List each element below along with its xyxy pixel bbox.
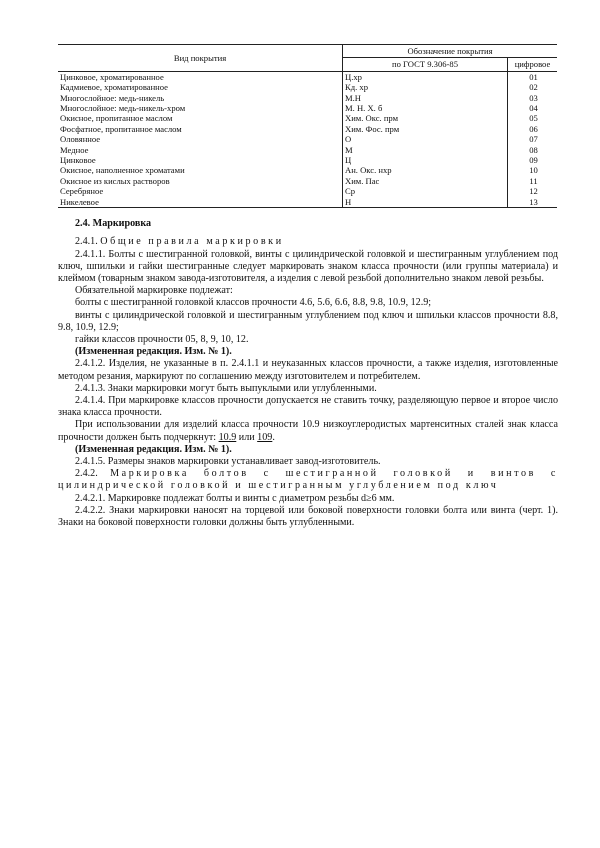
table-row xyxy=(58,145,557,155)
header-coating-designation: Обозначение покрытия xyxy=(343,45,558,58)
header-digital: цифровое xyxy=(508,58,558,71)
table-row xyxy=(58,165,557,175)
revision-note-1: (Измененная редакция. Изм. № 1). xyxy=(75,346,232,358)
period-text: . xyxy=(272,431,275,443)
digital-code-cell: 09 xyxy=(508,155,558,165)
coating-type-cell: Кадмиевое, хроматированное xyxy=(60,82,168,93)
paragraph-bolts: болты с шестигранной головкой классов прочности 4.6, 5.6, 6.6, 8.8, 9.8, 10.9, 12.9; xyxy=(75,297,432,309)
or-text: или xyxy=(236,431,258,443)
section-heading: 2.4. Маркировка xyxy=(75,218,152,230)
gost-designation-cell: М.Н xyxy=(343,93,508,103)
gost-designation-cell: Н xyxy=(343,197,508,208)
table-row xyxy=(58,93,557,103)
table-row xyxy=(58,103,557,113)
table-row xyxy=(58,176,557,186)
gost-designation-cell: Кд. хр xyxy=(343,82,508,92)
coating-type-cell: Окисное, наполненное хроматами xyxy=(60,165,185,176)
digital-code-cell: 05 xyxy=(508,113,558,123)
paragraph-2-4-1-4: 2.4.1.4. При маркировке классов прочности допускается не ставить точку, разделяющую первое и второе число знака класса прочности. xyxy=(58,394,558,419)
coating-type-cell: Никелевое xyxy=(58,197,343,208)
marking-section xyxy=(58,218,558,529)
underlined-mark-10-9: 10.9 xyxy=(218,431,237,443)
paragraph-2-4-1-5: 2.4.1.5. Размеры знаков маркировки устанавливает завод-изготовитель. xyxy=(75,455,381,467)
digital-code-cell: 03 xyxy=(508,93,558,103)
document-page xyxy=(58,44,558,529)
table-row xyxy=(58,124,557,134)
table-row xyxy=(58,155,557,165)
gost-designation-cell: Хим. Фос. прм xyxy=(343,124,508,134)
coating-type-cell: Фосфатное, пропитанное маслом xyxy=(60,123,182,134)
gost-designation-cell: М xyxy=(343,145,508,155)
revision-note-2: (Измененная редакция. Изм. № 1). xyxy=(75,443,232,455)
coating-type-cell: Цинковое xyxy=(60,155,96,166)
class-10-9-text: При использовании для изделий класса прочности 10.9 низкоуглеродистых мартенситных сталей знак класса прочности должен быть подчеркнут: xyxy=(58,419,558,443)
table-row xyxy=(58,134,557,144)
coating-type-cell: Окисное, пропитанное маслом xyxy=(60,113,173,124)
gost-designation-cell: Хим. Пас xyxy=(343,176,508,186)
gost-designation-cell: Ц.хр xyxy=(343,71,508,82)
coating-type-cell: Многослойное: медь-никель xyxy=(60,92,165,103)
table-row xyxy=(58,197,557,208)
paragraph-screws: винты с цилиндрической головкой и шестигранным углублением под ключ и шпильки классов прочности 8.8, 9.8, 10.9, 12.9; xyxy=(58,309,558,333)
gost-designation-cell: Ср xyxy=(343,186,508,196)
subsection-2-4-1-heading xyxy=(58,236,558,248)
gost-designation-cell: Ц xyxy=(343,155,508,165)
coating-type-cell: Медное xyxy=(60,144,89,155)
paragraph-nuts: гайки классов прочности 05, 8, 9, 10, 12. xyxy=(75,333,249,345)
digital-code-cell: 01 xyxy=(508,71,558,82)
digital-code-cell: 02 xyxy=(508,82,558,92)
digital-code-cell: 13 xyxy=(508,197,558,208)
paragraph-mandatory: Обязательной маркировке подлежат: xyxy=(75,285,233,297)
paragraph-class-10-9 xyxy=(58,419,558,443)
table-row xyxy=(58,113,557,123)
coating-type-cell: Многослойное: медь-никель-хром xyxy=(60,103,186,114)
coating-table xyxy=(58,44,557,208)
digital-code-cell: 11 xyxy=(508,176,558,186)
underlined-mark-109: 109 xyxy=(257,431,273,443)
subsection-number: 2.4.1. xyxy=(75,236,101,248)
subsection-2-4-2-heading xyxy=(58,468,558,492)
digital-code-cell: 10 xyxy=(508,165,558,175)
paragraph-2-4-1-3: 2.4.1.3. Знаки маркировки могут быть выпуклыми или углубленными. xyxy=(75,382,377,394)
subsection-title: Общие правила маркировки xyxy=(100,236,284,248)
header-gost: по ГОСТ 9.306-85 xyxy=(343,58,508,71)
gost-designation-cell: О xyxy=(343,134,508,144)
table-row xyxy=(58,186,557,196)
paragraph-2-4-1-1: 2.4.1.1. Болты с шестигранной головкой, винты с цилиндрической головкой и шестигранным углублением под ключ, шпильки и гайки шестигранные следует маркировать знаком класса прочности (или группы материала) и клеймом (товарным знаком завода-изготовителя, а изделия с левой резьбой дополнительно знаком левой резьбы. xyxy=(58,248,558,284)
paragraph-2-4-1-2: 2.4.1.2. Изделия, не указанные в п. 2.4.1.1 и неуказанных классов прочности, а также изделия, изготовленные методом резания, маркируют по соглашению между изготовителем и потребителем. xyxy=(58,358,558,382)
header-coating-type: Вид покрытия xyxy=(58,45,343,72)
coating-type-cell: Окисное из кислых растворов xyxy=(60,175,170,186)
coating-type-cell: Оловянное xyxy=(60,134,101,145)
coating-table-body xyxy=(58,71,557,207)
gost-designation-cell: М. Н. Х. б xyxy=(343,103,508,113)
gost-designation-cell: Хим. Окс. прм xyxy=(343,113,508,123)
digital-code-cell: 08 xyxy=(508,145,558,155)
paragraph-2-4-2-1: 2.4.2.1. Маркировке подлежат болты и винты с диаметром резьбы d≥6 мм. xyxy=(75,492,395,504)
digital-code-cell: 07 xyxy=(508,134,558,144)
coating-type-cell: Серебряное xyxy=(60,186,104,197)
coating-type-cell: Цинковое, хроматированное xyxy=(60,71,164,82)
table-row xyxy=(58,71,557,82)
digital-code-cell: 04 xyxy=(508,103,558,113)
digital-code-cell: 06 xyxy=(508,124,558,134)
digital-code-cell: 12 xyxy=(508,186,558,196)
gost-designation-cell: Ан. Окс. нхр xyxy=(343,165,508,175)
paragraph-2-4-2-2: 2.4.2.2. Знаки маркировки наносят на торцевой или боковой поверхности головки болта или винта (черт. 1). Знаки на боковой поверхности головки должны быть углубленными. xyxy=(58,504,558,528)
subsection-title: Маркировка болтов с шестигранной головкой и винтов с цилиндрической головкой и шестигранным углублением под ключ xyxy=(58,468,559,492)
subsection-number: 2.4.2. xyxy=(75,468,111,480)
table-row xyxy=(58,82,557,92)
